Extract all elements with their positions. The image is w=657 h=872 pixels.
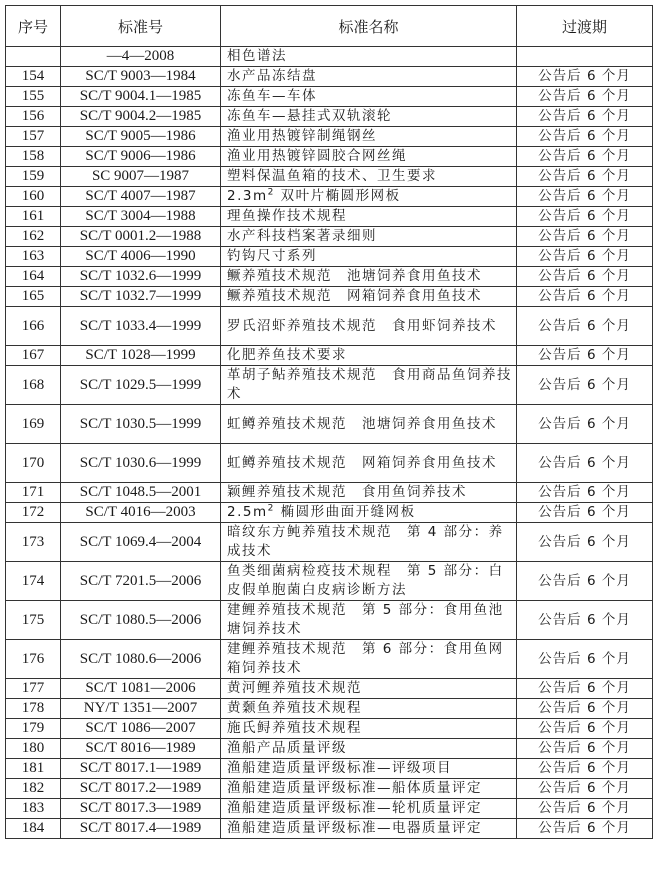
cell-code: SC/T 9004.2—1985	[61, 107, 221, 127]
cell-index: 161	[6, 207, 61, 227]
cell-period: 公告后 6 个月	[517, 366, 653, 405]
cell-index: 155	[6, 87, 61, 107]
cell-code: SC/T 4016—2003	[61, 503, 221, 523]
table-row	[6, 107, 653, 127]
table-row	[6, 207, 653, 227]
table-row	[6, 759, 653, 779]
cell-index: 178	[6, 699, 61, 719]
cell-code: SC/T 9006—1986	[61, 147, 221, 167]
name-superscript: 2	[267, 187, 275, 198]
cell-name: 渔船建造质量评级标准—电器质量评定	[221, 819, 517, 839]
cell-period: 公告后 6 个月	[517, 167, 653, 187]
table-row	[6, 247, 653, 267]
cell-index: 154	[6, 67, 61, 87]
cell-name: 渔船建造质量评级标准—轮机质量评定	[221, 799, 517, 819]
cell-code: SC/T 1032.7—1999	[61, 287, 221, 307]
table-row	[6, 346, 653, 366]
cell-index: 169	[6, 405, 61, 444]
cell-index: 170	[6, 444, 61, 483]
table-row	[6, 67, 653, 87]
table-row	[6, 562, 653, 601]
cell-name: 冻鱼车—悬挂式双轨滚轮	[221, 107, 517, 127]
cell-period: 公告后 6 个月	[517, 739, 653, 759]
cell-period: 公告后 6 个月	[517, 87, 653, 107]
cell-name: 钓钩尺寸系列	[221, 247, 517, 267]
standards-table-container	[5, 5, 652, 839]
cell-index: 162	[6, 227, 61, 247]
cell-index: 176	[6, 640, 61, 679]
cell-index: 180	[6, 739, 61, 759]
cell-code: SC/T 4007—1987	[61, 187, 221, 207]
cell-code: SC/T 1080.6—2006	[61, 640, 221, 679]
cell-period: 公告后 6 个月	[517, 779, 653, 799]
cell-code: NY/T 1351—2007	[61, 699, 221, 719]
standards-table	[5, 5, 653, 839]
cell-name: 冻鱼车—车体	[221, 87, 517, 107]
cell-code: —4—2008	[61, 47, 221, 67]
cell-name: 黄河鲤养殖技术规范	[221, 679, 517, 699]
name-suffix: 双叶片椭圆形网板	[274, 188, 401, 204]
cell-period: 公告后 6 个月	[517, 107, 653, 127]
table-row	[6, 167, 653, 187]
table-row	[6, 227, 653, 247]
table-row	[6, 405, 653, 444]
cell-name: 塑料保温鱼箱的技术、卫生要求	[221, 167, 517, 187]
cell-index: 157	[6, 127, 61, 147]
cell-index: 173	[6, 523, 61, 562]
cell-period: 公告后 6 个月	[517, 207, 653, 227]
cell-index: 165	[6, 287, 61, 307]
table-row	[6, 739, 653, 759]
table-row	[6, 601, 653, 640]
cell-code: SC/T 1032.6—1999	[61, 267, 221, 287]
cell-index: 184	[6, 819, 61, 839]
table-row	[6, 779, 653, 799]
cell-index: 171	[6, 483, 61, 503]
table-row	[6, 147, 653, 167]
cell-code: SC/T 8017.2—1989	[61, 779, 221, 799]
cell-period: 公告后 6 个月	[517, 699, 653, 719]
cell-code: SC/T 8016—1989	[61, 739, 221, 759]
cell-name: 鳜养殖技术规范 网箱饲养食用鱼技术	[221, 287, 517, 307]
cell-index: 181	[6, 759, 61, 779]
cell-name: 罗氏沼虾养殖技术规范 食用虾饲养技术	[221, 307, 517, 346]
table-body	[6, 47, 653, 839]
continuation-row	[6, 47, 653, 67]
cell-period: 公告后 6 个月	[517, 759, 653, 779]
cell-index: 179	[6, 719, 61, 739]
cell-index: 166	[6, 307, 61, 346]
table-row	[6, 699, 653, 719]
cell-code: SC/T 0001.2—1988	[61, 227, 221, 247]
cell-code: SC/T 9005—1986	[61, 127, 221, 147]
cell-code: SC/T 1029.5—1999	[61, 366, 221, 405]
cell-code: SC/T 8017.1—1989	[61, 759, 221, 779]
table-row	[6, 127, 653, 147]
cell-period: 公告后 6 个月	[517, 483, 653, 503]
cell-code: SC/T 1086—2007	[61, 719, 221, 739]
name-suffix: 椭圆形曲面开缝网板	[274, 504, 416, 520]
cell-index: 163	[6, 247, 61, 267]
cell-index: 183	[6, 799, 61, 819]
cell-name: 渔船建造质量评级标准—评级项目	[221, 759, 517, 779]
cell-name	[221, 503, 517, 523]
cell-index: 164	[6, 267, 61, 287]
cell-name: 鳜养殖技术规范 池塘饲养食用鱼技术	[221, 267, 517, 287]
table-row	[6, 267, 653, 287]
cell-period: 公告后 6 个月	[517, 503, 653, 523]
cell-index: 172	[6, 503, 61, 523]
cell-index: 175	[6, 601, 61, 640]
cell-period	[517, 47, 653, 67]
cell-period: 公告后 6 个月	[517, 819, 653, 839]
cell-period: 公告后 6 个月	[517, 640, 653, 679]
cell-index	[6, 47, 61, 67]
cell-name: 水产品冻结盘	[221, 67, 517, 87]
header-index: 序号	[6, 6, 61, 47]
cell-code: SC/T 1069.4—2004	[61, 523, 221, 562]
cell-name: 虹鳟养殖技术规范 网箱饲养食用鱼技术	[221, 444, 517, 483]
cell-name: 渔业用热镀锌制绳钢丝	[221, 127, 517, 147]
header-code: 标准号	[61, 6, 221, 47]
cell-code: SC/T 8017.3—1989	[61, 799, 221, 819]
cell-name: 理鱼操作技术规程	[221, 207, 517, 227]
cell-index: 167	[6, 346, 61, 366]
cell-period: 公告后 6 个月	[517, 227, 653, 247]
cell-code: SC/T 1080.5—2006	[61, 601, 221, 640]
table-row	[6, 503, 653, 523]
table-row	[6, 819, 653, 839]
cell-period: 公告后 6 个月	[517, 187, 653, 207]
cell-index: 156	[6, 107, 61, 127]
cell-name: 水产科技档案著录细则	[221, 227, 517, 247]
cell-name: 暗纹东方鲀养殖技术规范 第 4 部分：养成技术	[221, 523, 517, 562]
table-row	[6, 287, 653, 307]
cell-index: 182	[6, 779, 61, 799]
cell-period: 公告后 6 个月	[517, 523, 653, 562]
table-row	[6, 799, 653, 819]
table-row	[6, 640, 653, 679]
cell-period: 公告后 6 个月	[517, 127, 653, 147]
cell-period: 公告后 6 个月	[517, 405, 653, 444]
cell-name: 施氏鲟养殖技术规程	[221, 719, 517, 739]
cell-period: 公告后 6 个月	[517, 799, 653, 819]
table-row	[6, 187, 653, 207]
cell-code: SC/T 1033.4—1999	[61, 307, 221, 346]
table-row	[6, 523, 653, 562]
cell-period: 公告后 6 个月	[517, 287, 653, 307]
cell-period: 公告后 6 个月	[517, 719, 653, 739]
table-row	[6, 444, 653, 483]
table-row	[6, 307, 653, 346]
cell-name: 渔船产品质量评级	[221, 739, 517, 759]
cell-name: 颖鲤养殖技术规范 食用鱼饲养技术	[221, 483, 517, 503]
cell-period: 公告后 6 个月	[517, 147, 653, 167]
cell-period: 公告后 6 个月	[517, 267, 653, 287]
header-period: 过渡期	[517, 6, 653, 47]
table-row	[6, 679, 653, 699]
cell-period: 公告后 6 个月	[517, 562, 653, 601]
cell-name: 渔船建造质量评级标准—船体质量评定	[221, 779, 517, 799]
cell-name: 黄颡鱼养殖技术规程	[221, 699, 517, 719]
cell-index: 174	[6, 562, 61, 601]
cell-name: 相色谱法	[221, 47, 517, 67]
cell-period: 公告后 6 个月	[517, 67, 653, 87]
cell-index: 168	[6, 366, 61, 405]
table-header-row	[6, 6, 653, 47]
cell-name: 革胡子鲇养殖技术规范 食用商品鱼饲养技术	[221, 366, 517, 405]
cell-code: SC/T 8017.4—1989	[61, 819, 221, 839]
table-row	[6, 483, 653, 503]
cell-period: 公告后 6 个月	[517, 346, 653, 366]
cell-code: SC/T 1028—1999	[61, 346, 221, 366]
cell-code: SC/T 9003—1984	[61, 67, 221, 87]
table-row	[6, 87, 653, 107]
cell-name: 化肥养鱼技术要求	[221, 346, 517, 366]
cell-code: SC/T 1048.5—2001	[61, 483, 221, 503]
name-prefix: 2.3m	[227, 188, 268, 204]
table-row	[6, 719, 653, 739]
name-superscript: 2	[267, 503, 275, 514]
cell-code: SC 9007—1987	[61, 167, 221, 187]
cell-index: 159	[6, 167, 61, 187]
cell-name: 建鲤养殖技术规范 第 5 部分：食用鱼池塘饲养技术	[221, 601, 517, 640]
cell-index: 160	[6, 187, 61, 207]
cell-name: 虹鳟养殖技术规范 池塘饲养食用鱼技术	[221, 405, 517, 444]
cell-code: SC/T 1030.5—1999	[61, 405, 221, 444]
cell-period: 公告后 6 个月	[517, 601, 653, 640]
cell-index: 158	[6, 147, 61, 167]
table-row	[6, 366, 653, 405]
cell-period: 公告后 6 个月	[517, 444, 653, 483]
cell-name: 渔业用热镀锌圆胶合网丝绳	[221, 147, 517, 167]
cell-code: SC/T 1081—2006	[61, 679, 221, 699]
cell-code: SC/T 9004.1—1985	[61, 87, 221, 107]
cell-period: 公告后 6 个月	[517, 679, 653, 699]
cell-name: 鱼类细菌病检疫技术规程 第 5 部分：白皮假单胞菌白皮病诊断方法	[221, 562, 517, 601]
name-prefix: 2.5m	[227, 504, 268, 520]
cell-code: SC/T 3004—1988	[61, 207, 221, 227]
header-name: 标准名称	[221, 6, 517, 47]
cell-code: SC/T 4006—1990	[61, 247, 221, 267]
cell-period: 公告后 6 个月	[517, 307, 653, 346]
cell-name	[221, 187, 517, 207]
cell-period: 公告后 6 个月	[517, 247, 653, 267]
cell-index: 177	[6, 679, 61, 699]
cell-code: SC/T 1030.6—1999	[61, 444, 221, 483]
cell-name: 建鲤养殖技术规范 第 6 部分：食用鱼网箱饲养技术	[221, 640, 517, 679]
cell-code: SC/T 7201.5—2006	[61, 562, 221, 601]
